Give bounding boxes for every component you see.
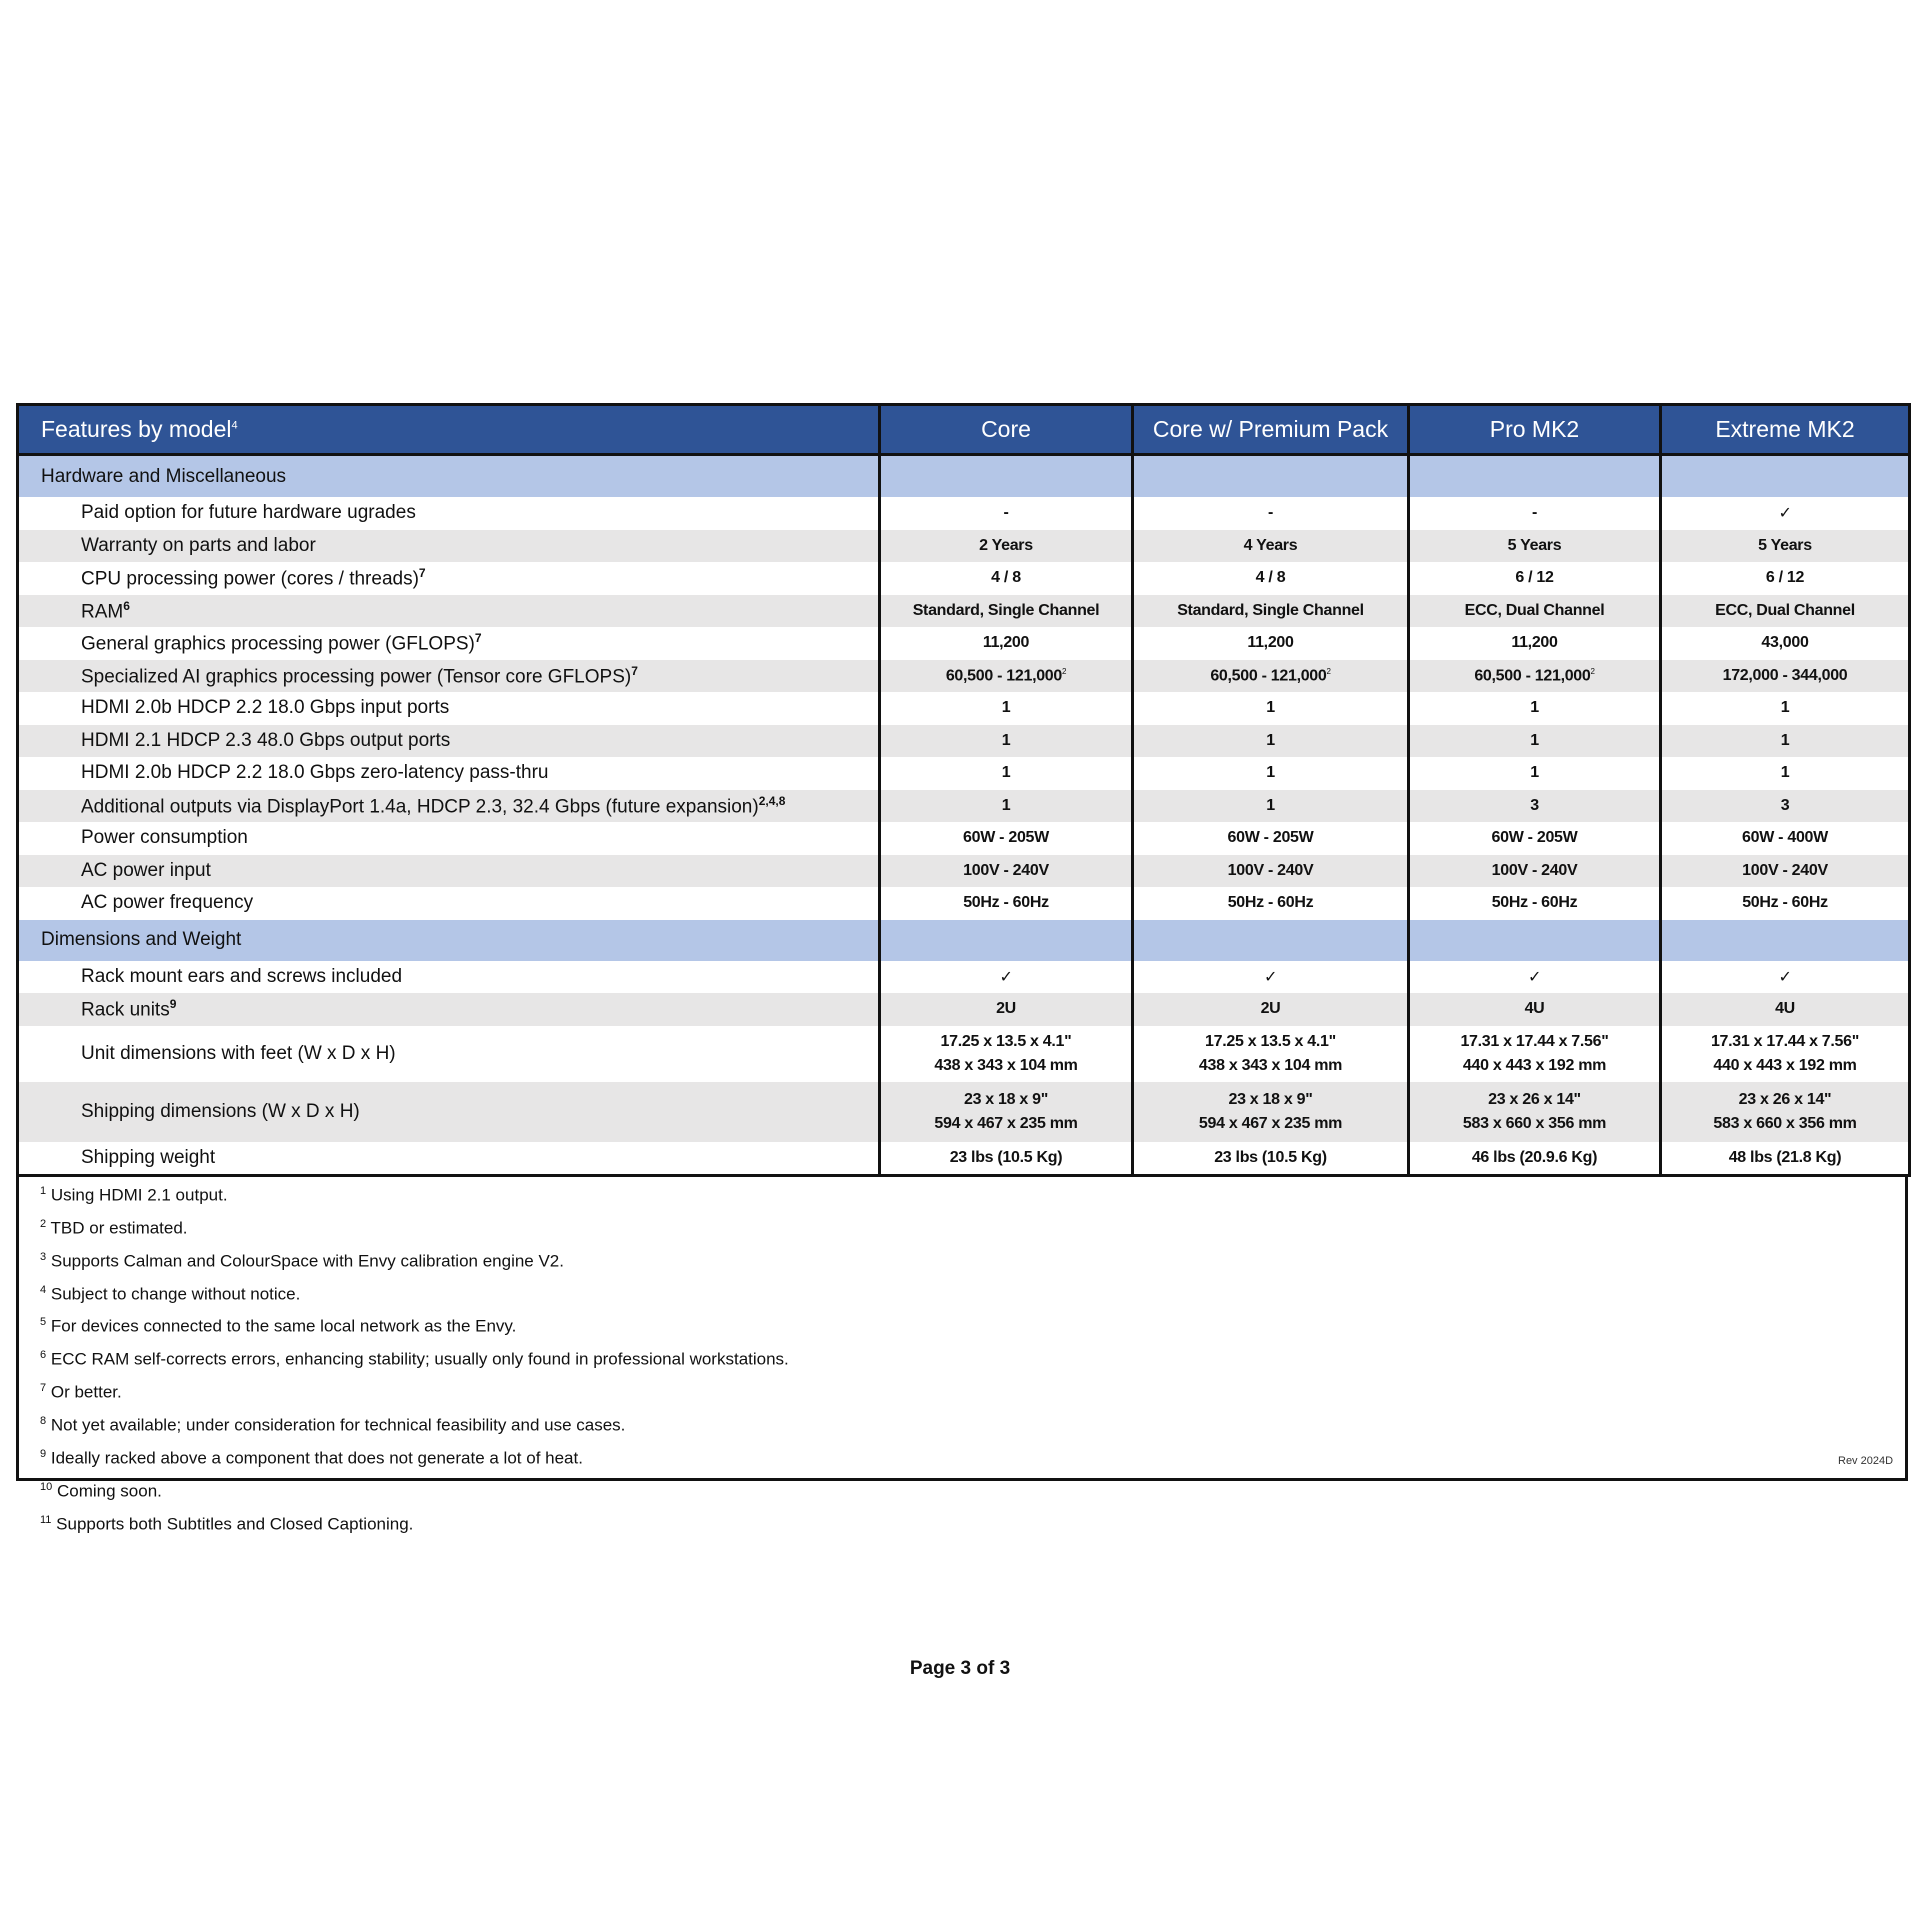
- value-extreme-mk2: [1661, 757, 1910, 790]
- value-extreme-mk2: [1661, 595, 1910, 628]
- value-imperial: 17.25 x 13.5 x 4.1": [940, 1032, 1072, 1050]
- value-core-premium: [1133, 961, 1409, 994]
- value-core: [880, 822, 1133, 855]
- value-pro-mk2: [1409, 1026, 1661, 1082]
- row-label: [18, 595, 880, 628]
- row-label: [18, 822, 880, 855]
- value-text: -: [1531, 504, 1538, 522]
- value-core-premium: [1133, 887, 1409, 920]
- value-core: [880, 497, 1133, 530]
- row-label: [18, 1142, 880, 1176]
- value-core: [880, 1082, 1133, 1142]
- footnote-number: 7: [40, 1382, 47, 1395]
- value-core-premium: [1133, 660, 1409, 693]
- value-core: [880, 855, 1133, 888]
- value-text: 4U: [1775, 1000, 1795, 1018]
- value-extreme-mk2: [1661, 855, 1910, 888]
- value-pro-mk2: [1409, 627, 1661, 660]
- value-pro-mk2: [1409, 822, 1661, 855]
- value-imperial: 17.25 x 13.5 x 4.1": [1205, 1032, 1336, 1050]
- value-metric: 438 x 343 x 104 mm: [1198, 1056, 1343, 1074]
- footnote-ref: 2: [1590, 666, 1595, 676]
- footnote-number: 4: [40, 1283, 47, 1296]
- value-core: [880, 530, 1133, 563]
- value-extreme-mk2: [1661, 1026, 1910, 1082]
- value-pro-mk2: [1409, 562, 1661, 595]
- value-text: ECC, Dual Channel: [1715, 601, 1855, 619]
- section-cell: [880, 920, 1133, 961]
- value-text: Standard, Single Channel: [1177, 601, 1364, 619]
- footnote-text: Ideally racked above a component that does not generate a lot of heat.: [50, 1448, 583, 1468]
- value-text: 1: [1266, 796, 1275, 814]
- row-label-text: AC power input: [81, 859, 211, 881]
- table-row: [18, 1142, 1910, 1176]
- value-core-premium: [1133, 790, 1409, 823]
- value-text: 1: [1530, 731, 1539, 749]
- value-text: 46 lbs (20.9.6 Kg): [1471, 1148, 1598, 1166]
- value-text: 60W - 205W: [1491, 829, 1578, 847]
- table-row: [18, 660, 1910, 693]
- value-pro-mk2: [1409, 855, 1661, 888]
- value-extreme-mk2: [1661, 1142, 1910, 1176]
- footnote: [40, 1407, 789, 1440]
- revision-label: Rev 2024D: [1838, 1455, 1894, 1467]
- value-core: [880, 993, 1133, 1026]
- model-header-extreme-mk2: Extreme MK2: [1661, 405, 1910, 455]
- value-text: 100V - 240V: [1227, 861, 1314, 879]
- row-label-text: Shipping dimensions (W x D x H): [81, 1100, 360, 1122]
- value-imperial: 17.31 x 17.44 x 7.56": [1460, 1032, 1609, 1050]
- value-imperial: 23 x 26 x 14": [1488, 1090, 1581, 1108]
- value-extreme-mk2: [1661, 993, 1910, 1026]
- footnote-text: Coming soon.: [56, 1481, 162, 1501]
- value-core-premium: [1133, 757, 1409, 790]
- value-text: 60W - 400W: [1742, 829, 1828, 847]
- table-row: [18, 790, 1910, 823]
- value-text: 11,200: [1247, 634, 1294, 652]
- value-imperial: 23 x 18 x 9": [1228, 1090, 1313, 1108]
- value-metric: 594 x 467 x 235 mm: [1198, 1114, 1343, 1132]
- section-cell: [1133, 920, 1409, 961]
- table-row: [18, 562, 1910, 595]
- table-body: [18, 455, 1910, 1176]
- footnote-ref: 9: [169, 997, 177, 1012]
- value-core: [880, 627, 1133, 660]
- table-row: [18, 627, 1910, 660]
- value-text: 1: [1266, 764, 1275, 782]
- row-label-text: HDMI 2.0b HDCP 2.2 18.0 Gbps input ports: [81, 697, 450, 719]
- value-core-premium: [1133, 855, 1409, 888]
- footnote-number: 2: [40, 1217, 47, 1230]
- value-core: [880, 757, 1133, 790]
- value-text: 1: [1266, 731, 1275, 749]
- footnote-number: 11: [40, 1513, 52, 1526]
- row-label: [18, 725, 880, 758]
- value-pro-mk2: [1409, 790, 1661, 823]
- value-text: 43,000: [1761, 634, 1809, 652]
- value-text: 2U: [1260, 1000, 1281, 1018]
- value-core: [880, 595, 1133, 628]
- value-extreme-mk2: [1661, 497, 1910, 530]
- value-pro-mk2: [1409, 1142, 1661, 1176]
- footnote-text: Or better.: [50, 1382, 122, 1402]
- value-text: 1: [1530, 699, 1539, 717]
- row-label-text: HDMI 2.0b HDCP 2.2 18.0 Gbps zero-latency pass-thru: [81, 762, 549, 784]
- section-title: Hardware and Miscellaneous: [18, 455, 880, 498]
- value-core: [880, 1026, 1133, 1082]
- value-text: 11,200: [1511, 634, 1558, 652]
- value-extreme-mk2: [1661, 790, 1910, 823]
- model-header-core-premium: Core w/ Premium Pack: [1133, 405, 1409, 455]
- value-text: 3: [1530, 796, 1539, 814]
- value-text: ✓: [1778, 968, 1792, 986]
- value-core: [880, 562, 1133, 595]
- footnote: [40, 1210, 789, 1243]
- value-text: 5 Years: [1758, 536, 1812, 554]
- footnote-ref: 7: [418, 566, 426, 581]
- value-core: [880, 887, 1133, 920]
- row-label-text: HDMI 2.1 HDCP 2.3 48.0 Gbps output ports: [81, 729, 451, 751]
- features-table: [16, 403, 1911, 1177]
- value-extreme-mk2: [1661, 1082, 1910, 1142]
- value-extreme-mk2: [1661, 725, 1910, 758]
- value-pro-mk2: [1409, 530, 1661, 563]
- footnote-number: 6: [40, 1349, 47, 1362]
- value-text: 60W - 205W: [1227, 829, 1314, 847]
- value-text: 60,500 - 121,000: [945, 666, 1063, 684]
- value-core: [880, 725, 1133, 758]
- value-text: Standard, Single Channel: [912, 601, 1100, 619]
- footnote-text: TBD or estimated.: [50, 1218, 188, 1238]
- row-label-text: Paid option for future hardware ugrades: [81, 502, 416, 524]
- value-text: 6 / 12: [1515, 569, 1554, 587]
- value-imperial: 23 x 18 x 9": [963, 1090, 1049, 1108]
- value-text: ECC, Dual Channel: [1464, 601, 1605, 619]
- value-extreme-mk2: [1661, 961, 1910, 994]
- footnote-text: Not yet available; under consideration for technical feasibility and use cases.: [50, 1415, 626, 1435]
- value-core: [880, 692, 1133, 725]
- value-core-premium: [1133, 1142, 1409, 1176]
- section-title: Dimensions and Weight: [18, 920, 880, 961]
- value-text: 100V - 240V: [963, 861, 1049, 879]
- value-text: 60W - 205W: [963, 829, 1049, 847]
- value-text: 50Hz - 60Hz: [1227, 894, 1314, 912]
- footnote-number: 8: [40, 1415, 47, 1428]
- value-text: 23 lbs (10.5 Kg): [1214, 1148, 1327, 1166]
- row-label-text: RAM: [81, 600, 124, 622]
- footnote-text: Supports Calman and ColourSpace with Envy calibration engine V2.: [50, 1251, 564, 1271]
- value-text: 4 / 8: [1255, 569, 1286, 587]
- section-cell: [1409, 455, 1661, 498]
- value-text: 100V - 240V: [1491, 861, 1578, 879]
- value-pro-mk2: [1409, 660, 1661, 693]
- table-row: [18, 855, 1910, 888]
- row-label-text: Unit dimensions with feet (W x D x H): [81, 1042, 396, 1064]
- section-cell: [1661, 920, 1910, 961]
- value-core-premium: [1133, 692, 1409, 725]
- footnote-ref: 2: [1326, 666, 1331, 676]
- value-core-premium: [1133, 993, 1409, 1026]
- footnote: [40, 1276, 789, 1309]
- value-core: [880, 790, 1133, 823]
- table-row: [18, 757, 1910, 790]
- value-text: 1: [1780, 731, 1790, 749]
- value-core: [880, 961, 1133, 994]
- value-text: 4U: [1524, 1000, 1545, 1018]
- footnote: [40, 1243, 789, 1276]
- value-core-premium: [1133, 725, 1409, 758]
- value-text: 4 / 8: [991, 569, 1021, 587]
- value-imperial: 23 x 26 x 14": [1738, 1090, 1832, 1108]
- value-text: 48 lbs (21.8 Kg): [1728, 1148, 1842, 1166]
- table-header-row: [18, 405, 1910, 455]
- table-row: [18, 530, 1910, 563]
- table-row: [18, 1026, 1910, 1082]
- value-text: ✓: [1527, 968, 1542, 986]
- section-cell: [1409, 920, 1661, 961]
- value-text: ✓: [1778, 505, 1792, 523]
- value-extreme-mk2: [1661, 692, 1910, 725]
- value-text: 50Hz - 60Hz: [963, 894, 1049, 912]
- value-text: 1: [1530, 764, 1539, 782]
- value-text: -: [1003, 504, 1009, 522]
- row-label: [18, 1026, 880, 1082]
- footnote-number: 5: [40, 1316, 47, 1329]
- footnote: [40, 1374, 789, 1407]
- footnote: [40, 1177, 789, 1210]
- section-row: [18, 455, 1910, 498]
- value-text: 1: [1001, 731, 1011, 749]
- value-text: 5 Years: [1507, 536, 1562, 554]
- value-pro-mk2: [1409, 887, 1661, 920]
- value-core-premium: [1133, 627, 1409, 660]
- value-text: 60,500 - 121,000: [1210, 666, 1327, 684]
- features-header: Features by model$^4$: [18, 405, 880, 455]
- row-label: [18, 660, 880, 693]
- row-label-text: CPU processing power (cores / threads): [81, 568, 419, 590]
- footnote: [40, 1506, 789, 1539]
- footnote-ref: 7: [631, 663, 638, 678]
- value-metric: 440 x 443 x 192 mm: [1713, 1056, 1857, 1074]
- value-core-premium: [1133, 530, 1409, 563]
- row-label: [18, 530, 880, 563]
- value-core-premium: [1133, 497, 1409, 530]
- value-extreme-mk2: [1661, 562, 1910, 595]
- footnote-text: For devices connected to the same local network as the Envy.: [50, 1317, 517, 1337]
- model-header-core: Core: [880, 405, 1133, 455]
- value-core-premium: [1133, 1026, 1409, 1082]
- value-metric: 583 x 660 x 356 mm: [1462, 1114, 1607, 1132]
- row-label: [18, 961, 880, 994]
- row-label-text: General graphics processing power (GFLOPS): [81, 633, 475, 655]
- footnote-text: Subject to change without notice.: [50, 1284, 301, 1304]
- value-text: 1: [1780, 699, 1790, 717]
- table-row: [18, 497, 1910, 530]
- row-label-text: Specialized AI graphics processing power (Tensor core GFLOPS): [81, 665, 632, 687]
- footnote-ref: 2,4,8: [758, 793, 786, 808]
- value-core: [880, 1142, 1133, 1176]
- row-label-text: Rack units: [81, 999, 170, 1021]
- table-row: [18, 595, 1910, 628]
- row-label: [18, 790, 880, 823]
- footnote-text: Using HDMI 2.1 output.: [50, 1185, 228, 1205]
- footnote: [40, 1440, 789, 1473]
- value-extreme-mk2: [1661, 530, 1910, 563]
- table-row: [18, 887, 1910, 920]
- row-label-text: Warranty on parts and labor: [81, 534, 316, 556]
- footnote-ref: 6: [123, 598, 130, 613]
- footnote-ref: 7: [474, 631, 482, 646]
- table-row: [18, 1082, 1910, 1142]
- footnotes: [40, 1177, 789, 1538]
- value-text: 1: [1266, 699, 1275, 717]
- value-text: 2U: [996, 1000, 1016, 1018]
- row-label: [18, 627, 880, 660]
- row-label: [18, 855, 880, 888]
- value-text: -: [1267, 504, 1274, 522]
- value-text: 50Hz - 60Hz: [1491, 894, 1578, 912]
- value-imperial: 17.31 x 17.44 x 7.56": [1710, 1032, 1860, 1050]
- table-row: [18, 725, 1910, 758]
- value-text: 1: [1780, 764, 1790, 782]
- value-text: 1: [1001, 764, 1011, 782]
- footnote-text: Supports both Subtitles and Closed Captioning.: [56, 1514, 414, 1534]
- value-text: 50Hz - 60Hz: [1742, 894, 1828, 912]
- table-row: [18, 961, 1910, 994]
- table-row: [18, 692, 1910, 725]
- footnote-text: ECC RAM self-corrects errors, enhancing stability; usually only found in professional workstations.: [50, 1349, 789, 1369]
- row-label: [18, 562, 880, 595]
- value-text: 23 lbs (10.5 Kg): [949, 1148, 1063, 1166]
- value-text: ✓: [1263, 968, 1278, 986]
- section-cell: [1133, 455, 1409, 498]
- row-label: [18, 497, 880, 530]
- footnote-number: 10: [40, 1480, 53, 1493]
- value-pro-mk2: [1409, 1082, 1661, 1142]
- value-text: 1: [1001, 796, 1011, 814]
- value-pro-mk2: [1409, 725, 1661, 758]
- value-core: [880, 660, 1133, 693]
- value-metric: 594 x 467 x 235 mm: [934, 1114, 1078, 1132]
- value-text: ✓: [999, 968, 1013, 986]
- footnote: [40, 1473, 789, 1506]
- section-cell: [1661, 455, 1910, 498]
- value-extreme-mk2: [1661, 627, 1910, 660]
- row-label-text: Shipping weight: [81, 1146, 216, 1168]
- value-pro-mk2: [1409, 595, 1661, 628]
- row-label: [18, 757, 880, 790]
- value-pro-mk2: [1409, 757, 1661, 790]
- value-text: 4 Years: [1243, 536, 1298, 554]
- value-metric: 438 x 343 x 104 mm: [934, 1056, 1078, 1074]
- model-header-pro-mk2: Pro MK2: [1409, 405, 1661, 455]
- footnote-number: 3: [40, 1250, 47, 1263]
- value-extreme-mk2: [1661, 887, 1910, 920]
- value-text: 60,500 - 121,000: [1474, 666, 1591, 684]
- value-extreme-mk2: [1661, 660, 1910, 693]
- value-text: 100V - 240V: [1742, 861, 1828, 879]
- footnote-number: 9: [40, 1447, 47, 1460]
- value-core-premium: [1133, 562, 1409, 595]
- value-pro-mk2: [1409, 993, 1661, 1026]
- row-label-text: Additional outputs via DisplayPort 1.4a, HDCP 2.3, 32.4 Gbps (future expansion): [81, 795, 759, 817]
- value-text: 11,200: [982, 634, 1030, 652]
- value-pro-mk2: [1409, 961, 1661, 994]
- value-pro-mk2: [1409, 497, 1661, 530]
- value-text: 172,000 - 344,000: [1722, 666, 1848, 684]
- value-core-premium: [1133, 1082, 1409, 1142]
- value-extreme-mk2: [1661, 822, 1910, 855]
- footnote-number: 1: [40, 1185, 47, 1197]
- row-label: [18, 692, 880, 725]
- row-label: [18, 993, 880, 1026]
- value-metric: 440 x 443 x 192 mm: [1462, 1056, 1607, 1074]
- section-row: [18, 920, 1910, 961]
- value-text: 6 / 12: [1765, 569, 1805, 587]
- table-row: [18, 822, 1910, 855]
- value-text: 3: [1780, 796, 1790, 814]
- section-cell: [880, 455, 1133, 498]
- value-pro-mk2: [1409, 692, 1661, 725]
- value-core-premium: [1133, 822, 1409, 855]
- row-label: [18, 1082, 880, 1142]
- row-label: [18, 887, 880, 920]
- table-row: [18, 993, 1910, 1026]
- footnote: [40, 1341, 789, 1374]
- value-core-premium: [1133, 595, 1409, 628]
- row-label-text: AC power frequency: [81, 892, 254, 914]
- row-label-text: Rack mount ears and screws included: [81, 965, 403, 987]
- value-metric: 583 x 660 x 356 mm: [1713, 1114, 1857, 1132]
- footnote-ref: 2: [1062, 666, 1067, 676]
- value-text: 2 Years: [979, 536, 1033, 554]
- row-label-text: Power consumption: [81, 827, 248, 849]
- footnote: [40, 1308, 789, 1341]
- page-number: Page 3 of 3: [909, 1658, 1011, 1679]
- value-text: 1: [1001, 699, 1011, 717]
